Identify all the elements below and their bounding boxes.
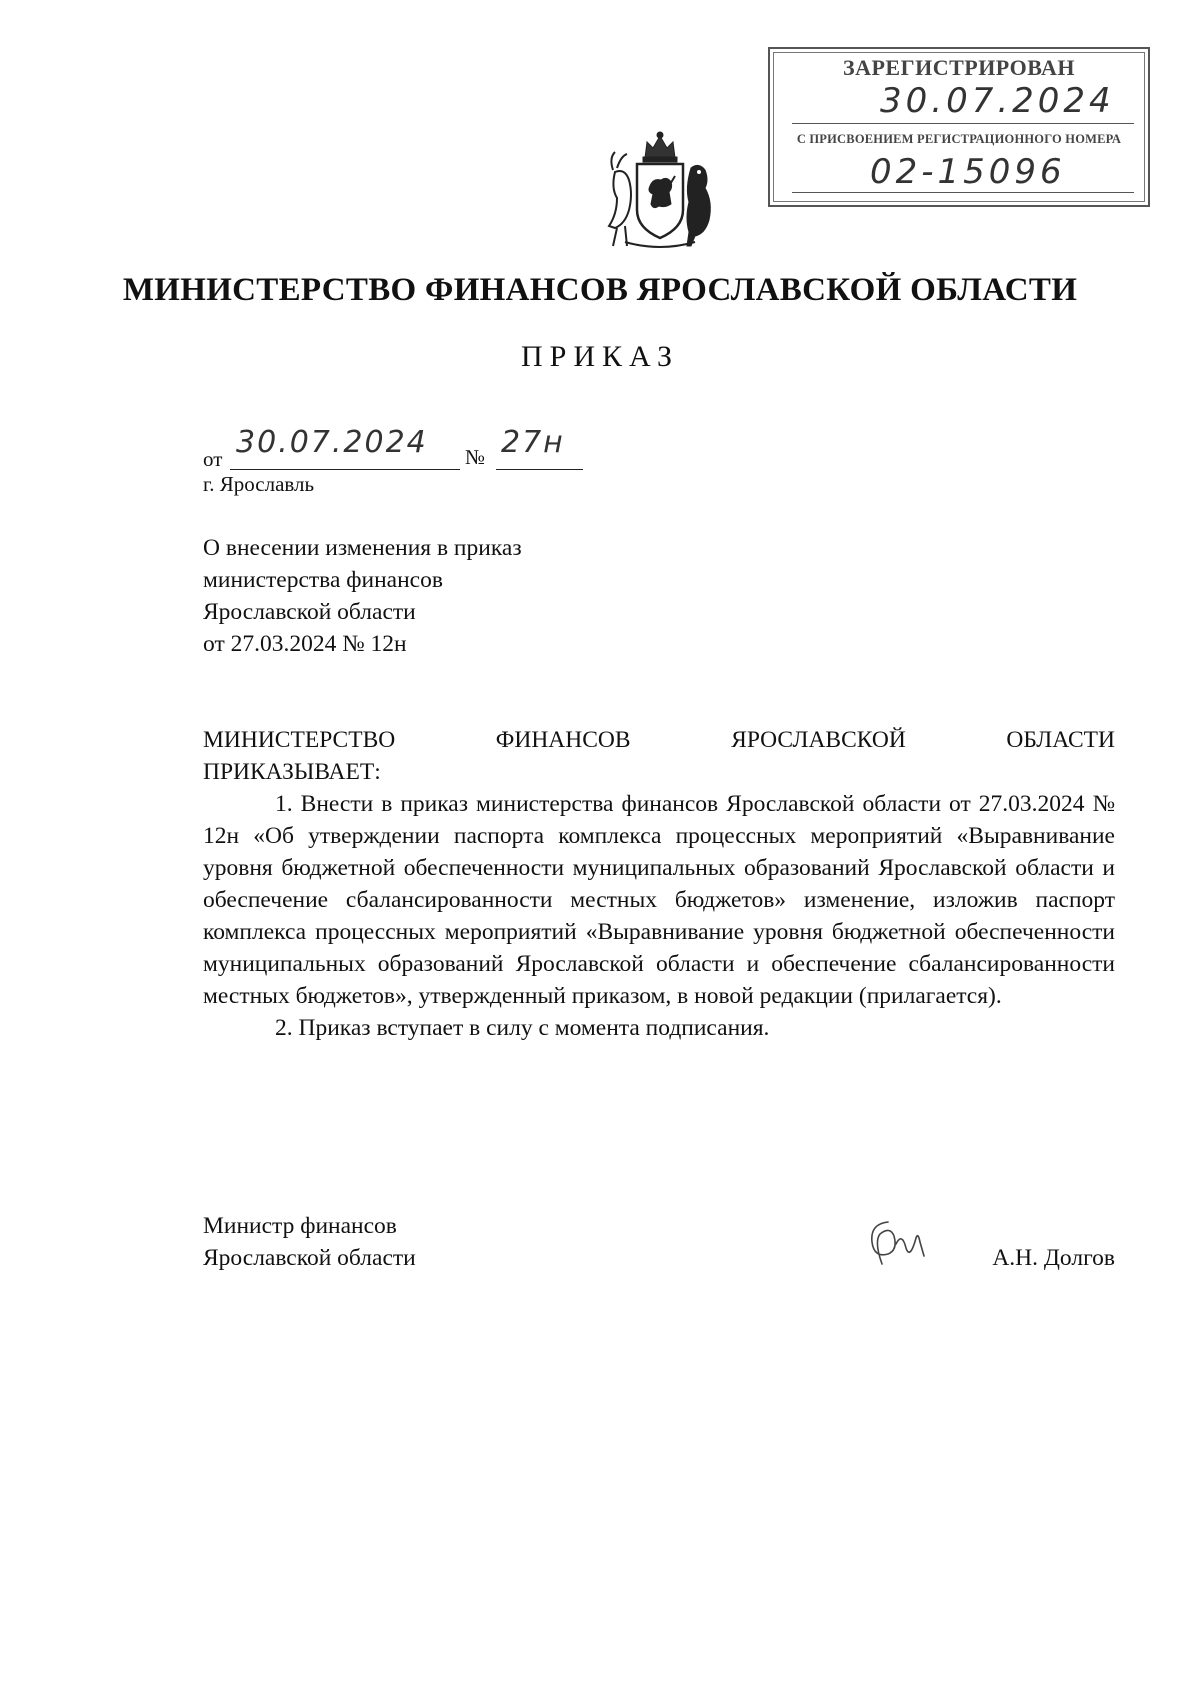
stamp-title: ЗАРЕГИСТРИРОВАН: [842, 55, 1076, 80]
stamp-subtitle: С ПРИСВОЕНИЕМ РЕГИСТРАЦИОННОГО НОМЕРА: [796, 132, 1122, 146]
subject-line: министерства финансов: [203, 567, 443, 593]
stamp-handwritten-number: 02-15096: [870, 152, 1066, 192]
order-body: [203, 724, 1115, 1044]
preamble-word: ФИНАНСОВ: [495, 727, 631, 753]
handwritten-signature-icon: [858, 1214, 938, 1270]
preamble-line: [203, 724, 1115, 756]
date-underline: [230, 469, 460, 470]
position-line: Министр финансов: [203, 1213, 397, 1239]
document-type: ПРИКАЗ: [521, 340, 679, 373]
subject-line: Ярославской области: [203, 599, 416, 625]
coat-of-arms-icon: [595, 128, 725, 252]
order-subject: [203, 532, 623, 660]
preamble-end: ПРИКАЗЫВАЕТ:: [203, 759, 381, 785]
order-item-2: 2. Приказ вступает в силу с момента подписания.: [275, 1015, 770, 1041]
preamble-word: МИНИСТЕРСТВО: [203, 727, 396, 753]
number-label: №: [465, 445, 486, 469]
from-label: от: [203, 447, 223, 471]
number-underline: [496, 469, 583, 470]
signatory-position: [203, 1210, 416, 1274]
position-line: Ярославской области: [203, 1245, 416, 1271]
order-item-1: 1. Внести в приказ министерства финансов Ярославской области от 27.03.2024 № 12н «Об утверждении паспорта комплекса процессных мероприятий «Выравнивание уровня бюджетной обеспеченности муниципальных образований Ярославской области и обеспечение сбалансированности местных бюджетов» изменение, изложив паспорт комплекса процессных мероприятий «Выравнивание уровня бюджетной обеспеченности муниципальных образований Ярославской области и обеспечение сбалансированности местных бюджетов», утвержденный приказом, в новой редакции (прилагается).: [203, 791, 1115, 1009]
stamp-divider: [792, 123, 1134, 124]
handwritten-order-number: 27н: [501, 425, 565, 460]
organization-title: МИНИСТЕРСТВО ФИНАНСОВ ЯРОСЛАВСКОЙ ОБЛАСТИ: [122, 272, 1078, 308]
registration-stamp: [768, 47, 1150, 207]
stamp-handwritten-date: 30.07.2024: [880, 81, 1115, 121]
preamble-word: ЯРОСЛАВСКОЙ: [731, 727, 906, 753]
subject-line: О внесении изменения в приказ: [203, 535, 522, 561]
order-date-number-line: [203, 425, 643, 475]
stamp-divider: [792, 192, 1134, 193]
signatory-name: А.Н. Долгов: [992, 1245, 1115, 1271]
handwritten-order-date: 30.07.2024: [236, 425, 428, 460]
preamble-word: ОБЛАСТИ: [1006, 727, 1115, 753]
city-line: г. Ярославль: [203, 472, 315, 496]
subject-line: от 27.03.2024 № 12н: [203, 631, 407, 657]
